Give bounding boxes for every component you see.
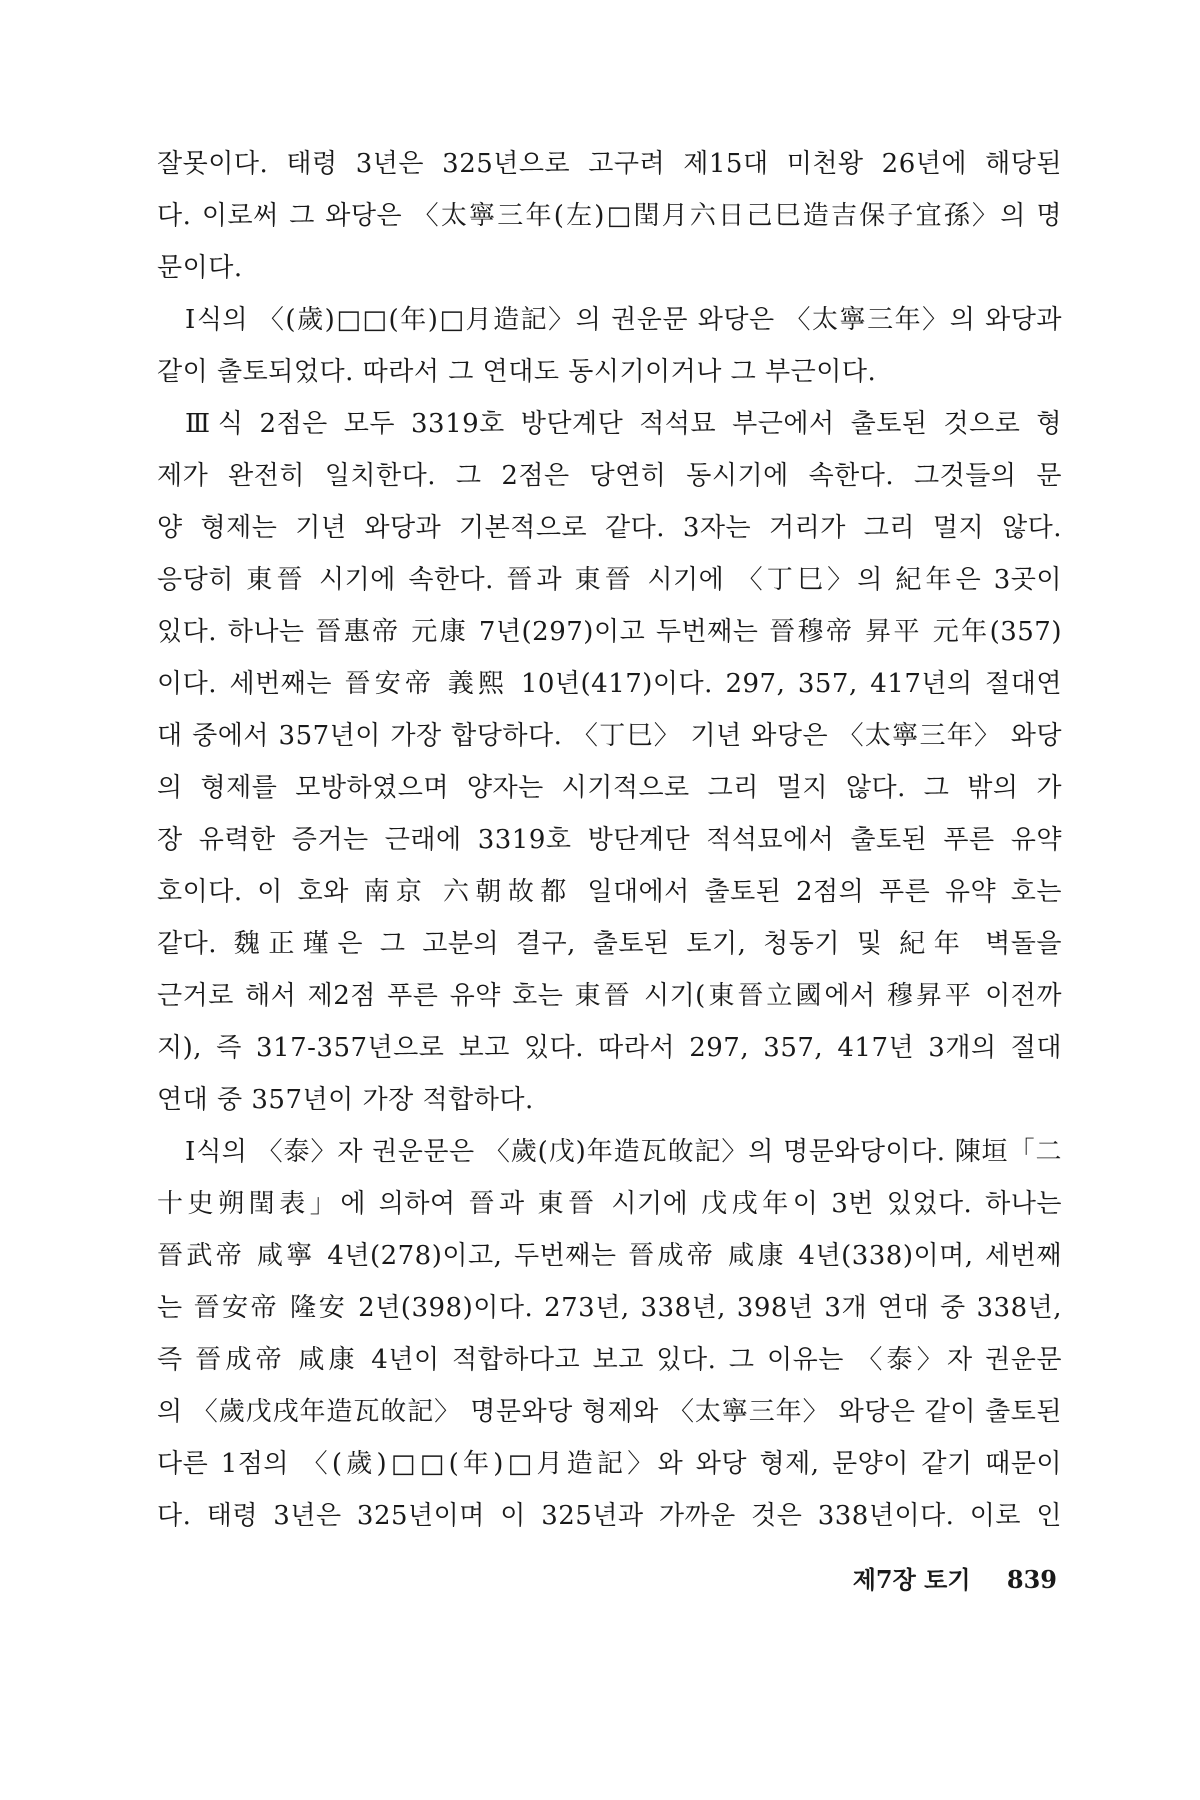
chapter-label: 제7장 [852,1565,916,1594]
text-line: 다. 태령 3년은 325년이며 이 325년과 가까운 것은 338년이다. 이로 인 [157,1501,1062,1531]
text-line: 의 〈歲戊戌年造瓦敀記〉 명문와당 형제와 〈太寧三年〉 와당은 같이 출토된 [157,1397,1062,1427]
text-line: 이다. 세번째는 晉安帝 義熙 10년(417)이다. 297, 357, 417년의 절대연 [157,669,1062,699]
text-line: Ⅰ식의 〈(歲)□□(年)□月造記〉의 권운문 와당은 〈太寧三年〉의 와당과 [185,305,1062,335]
text-line: 근거로 해서 제2점 푸른 유약 호는 東晉 시기(東晉立國에서 穆昇平 이전까 [157,981,1062,1011]
text-line: 晉武帝 咸寧 4년(278)이고, 두번째는 晉成帝 咸康 4년(338)이며, 세번째 [157,1241,1062,1271]
body-text [157,138,1062,1542]
text-line: 잘못이다. 태령 3년은 325년으로 고구려 제15대 미천왕 26년에 해당된 [157,149,1062,179]
text-line: 十史朔閏表」에 의하여 晉과 東晉 시기에 戊戌年이 3번 있었다. 하나는 [157,1189,1062,1219]
text-line: 는 晉安帝 隆安 2년(398)이다. 273년, 338년, 398년 3개 연대 중 338년, [157,1293,1062,1323]
text-line: 호이다. 이 호와 南京 六朝故都 일대에서 출토된 2점의 푸른 유약 호는 [157,877,1062,907]
section-label: 토기 [924,1565,971,1594]
page-footer [853,1560,1057,1600]
text-line: 연대 중 357년이 가장 적합하다. [157,1085,534,1115]
text-line: Ⅲ식 2점은 모두 3319호 방단계단 적석묘 부근에서 출토된 것으로 형 [185,409,1062,439]
text-line: 대 중에서 357년이 가장 합당하다. 〈丁巳〉 기년 와당은 〈太寧三年〉 와당 [157,721,1062,751]
text-line: 같이 출토되었다. 따라서 그 연대도 동시기이거나 그 부근이다. [157,357,877,387]
text-line: 있다. 하나는 晉惠帝 元康 7년(297)이고 두번째는 晉穆帝 昇平 元年(357) [157,617,1062,647]
text-line: 장 유력한 증거는 근래에 3319호 방단계단 적석묘에서 출토된 푸른 유약 [157,825,1062,855]
text-line: 다. 이로써 그 와당은 〈太寧三年(左)□閏月六日己巳造吉保子宜孫〉의 명 [157,201,1062,231]
text-line: 지), 즉 317-357년으로 보고 있다. 따라서 297, 357, 417년 3개의 절대 [157,1033,1062,1063]
page-number: 839 [1006,1565,1057,1594]
text-line: 다른 1점의 〈(歲)□□(年)□月造記〉와 와당 형제, 문양이 같기 때문이 [157,1449,1062,1479]
text-line: 제가 완전히 일치한다. 그 2점은 당연히 동시기에 속한다. 그것들의 문 [157,461,1062,491]
text-line: 같다. 魏正瑾은 그 고분의 결구, 출토된 토기, 청동기 및 紀年 벽돌을 [157,929,1062,959]
text-line: Ⅰ식의 〈泰〉자 권운문은 〈歲(戊)年造瓦敀記〉의 명문와당이다. 陳垣「二 [185,1137,1062,1167]
text-line: 양 형제는 기년 와당과 기본적으로 같다. 3자는 거리가 그리 멀지 않다. [157,513,1062,543]
text-line: 즉 晉成帝 咸康 4년이 적합하다고 보고 있다. 그 이유는 〈泰〉자 권운문 [157,1345,1062,1375]
text-line: 의 형제를 모방하였으며 양자는 시기적으로 그리 멀지 않다. 그 밖의 가 [157,773,1062,803]
text-line: 문이다. [157,253,243,283]
text-line: 응당히 東晉 시기에 속한다. 晉과 東晉 시기에 〈丁巳〉의 紀年은 3곳이 [157,565,1062,595]
